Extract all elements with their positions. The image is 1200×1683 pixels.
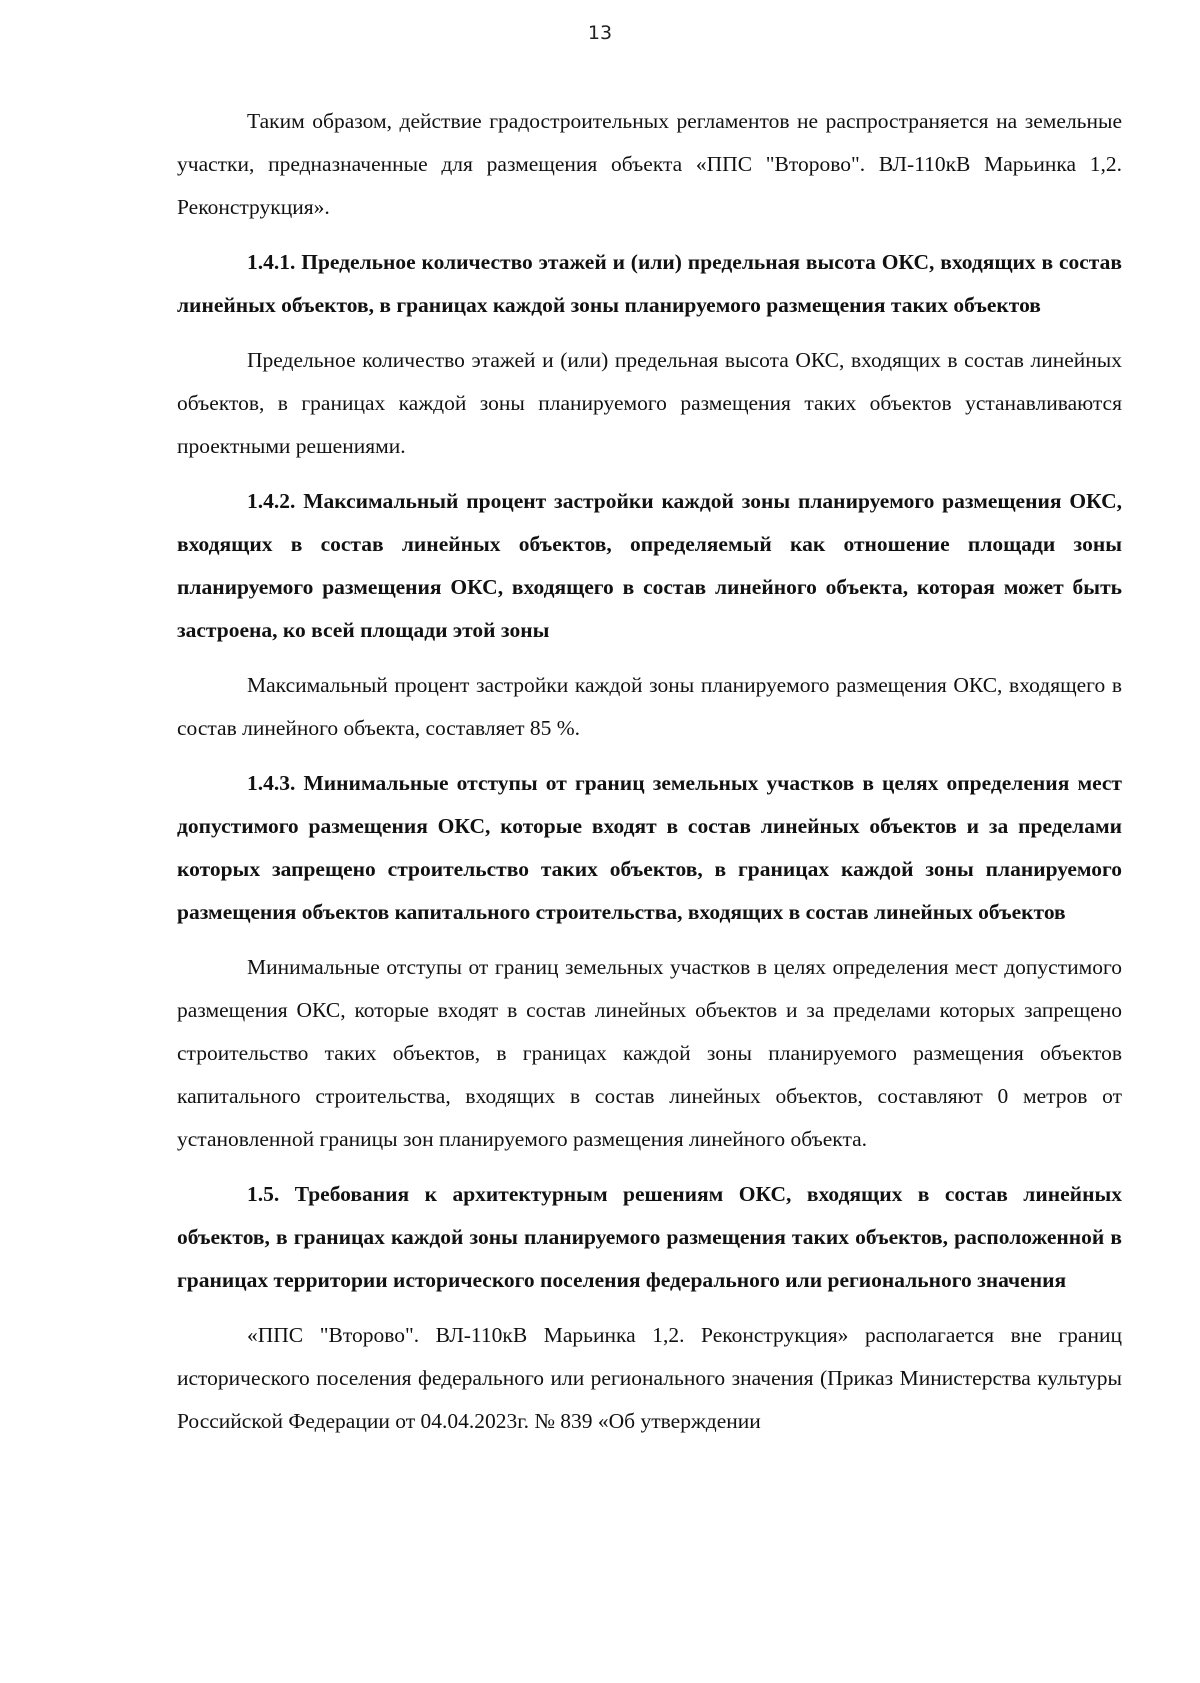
section-heading-1-4-3: 1.4.3. Минимальные отступы от границ земельных участков в целях определения мест допустимого размещения ОКС, которые входят в состав линейных объектов и за пределами которых запрещено строительство таких объектов, в границах каждой зоны планируемого размещения объектов капитального строительства, входящих в состав линейных объектов — [177, 771, 1122, 924]
section-heading-1-5: 1.5. Требования к архитектурным решениям ОКС, входящих в состав линейных объектов, в границах каждой зоны планируемого размещения таких объектов, расположенной в границах территории исторического поселения федерального или регионального значения — [177, 1182, 1122, 1292]
section-heading-1-4-1: 1.4.1. Предельное количество этажей и (или) предельная высота ОКС, входящих в состав линейных объектов, в границах каждой зоны планируемого размещения таких объектов — [177, 250, 1122, 317]
section-heading-1-4-2: 1.4.2. Максимальный процент застройки каждой зоны планируемого размещения ОКС, входящих в состав линейных объектов, определяемый как отношение площади зоны планируемого размещения ОКС, входящего в состав линейного объекта, которая может быть застроена, ко всей площади этой зоны — [177, 489, 1122, 642]
document-body — [177, 100, 1122, 1443]
paragraph-1-4-1: Предельное количество этажей и (или) предельная высота ОКС, входящих в состав линейных объектов, в границах каждой зоны планируемого размещения таких объектов устанавливаются проектными решениями. — [177, 348, 1122, 458]
page-number: 13 — [587, 22, 613, 44]
paragraph-1-4-3: Минимальные отступы от границ земельных участков в целях определения мест допустимого размещения ОКС, которые входят в состав линейных объектов и за пределами которых запрещено строительство таких объектов, в границах каждой зоны планируемого размещения объектов капитального строительства, входящих в состав линейных объектов, составляют 0 метров от установленной границы зон планируемого размещения линейного объекта. — [177, 955, 1122, 1151]
paragraph-1-5: «ППС "Второво". ВЛ-110кВ Марьинка 1,2. Реконструкция» располагается вне границ исторического поселения федерального или регионального значения (Приказ Министерства культуры Российской Федерации от 04.04.2023г. № 839 «Об утверждении — [177, 1323, 1122, 1433]
paragraph-conclusion: Таким образом, действие градостроительных регламентов не распространяется на земельные участки, предназначенные для размещения объекта «ППС "Второво". ВЛ-110кВ Марьинка 1,2. Реконструкция». — [177, 109, 1122, 219]
paragraph-1-4-2: Максимальный процент застройки каждой зоны планируемого размещения ОКС, входящего в состав линейного объекта, составляет 85 %. — [177, 673, 1122, 740]
